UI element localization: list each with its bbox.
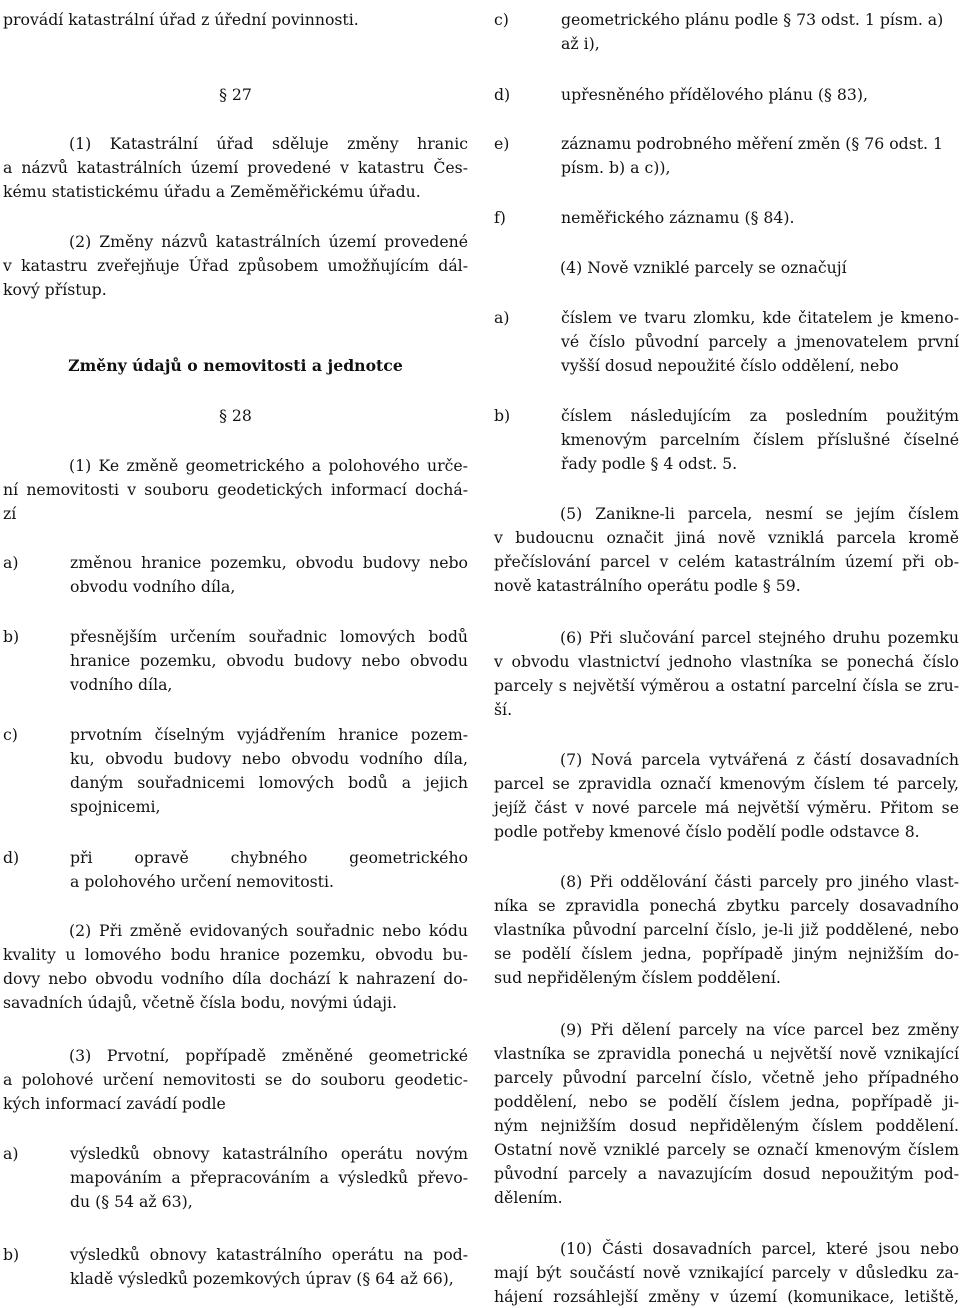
right-text-line: neměřického záznamu (§ 84). — [561, 208, 795, 227]
left-text-line: (2) Změny názvů katastrálních území provedené — [69, 232, 468, 251]
right-text-line: záznamu podrobného měření změn (§ 76 odst. 1 — [561, 134, 943, 153]
left-text-line: provádí katastrální úřad z úřední povinnosti. — [3, 10, 359, 29]
right-text-line: d) — [494, 85, 511, 104]
left-text-line: změnou hranice pozemku, obvodu budovy nebo — [70, 553, 468, 572]
right-text-line: ší. — [494, 700, 513, 719]
right-text-line: parcely s největší výměrou a ostatní parcelní čísla se zru- — [494, 676, 959, 695]
left-text-line: a) — [3, 1144, 19, 1163]
right-text-line: (7) Nová parcela vytvářená z částí dosavadních — [560, 750, 959, 769]
left-text-line: ku, obvodu budovy nebo obvodu vodního díla, — [70, 749, 468, 768]
right-text-line: číslem ve tvaru zlomku, kde čitatelem je kmeno- — [561, 308, 959, 327]
left-text-line: kladě výsledků pozemkových úprav (§ 64 až 66), — [70, 1269, 454, 1288]
left-text-line: § 28 — [219, 406, 252, 425]
left-text-line: mapováním a přepracováním a výsledků převo- — [70, 1168, 468, 1187]
right-text-line: (10) Části dosavadních parcel, které jsou nebo — [560, 1239, 959, 1258]
left-text-line: (3) Prvotní, popřípadě změněné geometrické — [69, 1046, 468, 1065]
right-text-line: mají být součástí nově vznikající parcely v důsledku za- — [494, 1263, 959, 1282]
right-text-line: (9) Při dělení parcely na více parcel bez změny — [560, 1020, 959, 1039]
right-text-line: c) — [494, 10, 509, 29]
left-text-line: obvodu vodního díla, — [70, 577, 236, 596]
right-text-line: číslem následujícím za posledním použitým — [561, 406, 959, 425]
right-text-line: v budoucnu označit jiná nově vzniklá parcela kromě — [494, 528, 959, 547]
right-text-line: se podělí číslem jedna, popřípadě jiným nejnižším do- — [494, 944, 959, 963]
right-text-line: sud nepřiděleným číslem poddělení. — [494, 968, 781, 987]
left-text-line: ní nemovitosti v souboru geodetických informací dochá- — [3, 480, 468, 499]
left-text-line: Změny údajů o nemovitosti a jednotce — [68, 356, 403, 375]
left-text-line: kých informací zavádí podle — [3, 1094, 226, 1113]
right-text-line: níka se zpravidla ponechá zbytku parcely dosavadního — [494, 896, 959, 915]
left-text-line: výsledků obnovy katastrálního operátu novým — [70, 1144, 468, 1163]
left-text-line: kému statistickému úřadu a Zeměměřickému úřadu. — [3, 182, 421, 201]
left-text-line: kvality u lomového bodu hranice pozemku, obvodu bu- — [3, 945, 468, 964]
left-text-line: c) — [3, 725, 18, 744]
right-text-line: podle potřeby kmenové číslo podělí podle odstavce 8. — [494, 822, 920, 841]
right-text-line: f) — [494, 208, 506, 227]
right-text-line: geometrického plánu podle § 73 odst. 1 písm. a) — [561, 10, 944, 29]
right-text-line: přečíslování parcel v celém katastrálním území při ob- — [494, 552, 959, 571]
left-text-line: při opravě chybného geometrického — [70, 848, 468, 867]
left-text-line: vodního díla, — [70, 675, 173, 694]
right-text-line: poddělení, nebo se podělí číslem jedna, popřípadě ji- — [494, 1092, 959, 1111]
left-text-line: v katastru zveřejňuje Úřad způsobem umožňujícím dál- — [3, 256, 468, 275]
left-text-line: a polohové určení nemovitosti se do souboru geodetic- — [3, 1070, 468, 1089]
left-text-line: b) — [3, 627, 20, 646]
left-text-line: a) — [3, 553, 19, 572]
left-text-line: d) — [3, 848, 20, 867]
right-text-line: až i), — [561, 34, 600, 53]
left-text-line: (2) Při změně evidovaných souřadnic nebo kódu — [69, 921, 468, 940]
right-text-line: písm. b) a c)), — [561, 158, 671, 177]
right-text-line: parcel se zpravidla označí kmenovým číslem té parcely, — [494, 774, 959, 793]
left-text-line: zí — [3, 504, 17, 523]
left-text-line: přesnějším určením souřadnic lomových bodů — [70, 627, 468, 646]
right-text-line: (4) Nově vzniklé parcely se označují — [560, 258, 847, 277]
right-text-line: nově katastrálního operátu podle § 59. — [494, 576, 801, 595]
right-text-line: dělením. — [494, 1188, 563, 1207]
left-text-line: dovy nebo obvodu vodního díla dochází k nahrazení do- — [3, 969, 468, 988]
left-text-line: savadních údajů, včetně čísla bodu, novými údaji. — [3, 993, 398, 1012]
right-text-line: parcely původní parcelní číslo, včetně jeho případného — [494, 1068, 959, 1087]
left-text-line: b) — [3, 1245, 20, 1264]
right-text-line: ným nejnižším dosud nepřiděleným číslem poddělení. — [494, 1116, 959, 1135]
left-text-line: kový přístup. — [3, 280, 107, 299]
right-text-line: b) — [494, 406, 511, 425]
right-text-line: a) — [494, 308, 510, 327]
left-text-line: a polohového určení nemovitosti. — [70, 872, 334, 891]
right-text-line: upřesněného přídělového plánu (§ 83), — [561, 85, 868, 104]
right-text-line: vyšší dosud nepoužité číslo oddělení, nebo — [561, 356, 899, 375]
right-text-line: Ostatní nově vzniklé parcely se označí kmenovým číslem — [494, 1140, 959, 1159]
left-text-line: spojnicemi, — [70, 797, 161, 816]
right-text-line: vlastníka se zpravidla ponechá u největší nově vznikající — [494, 1044, 959, 1063]
right-text-line: řady podle § 4 odst. 5. — [561, 454, 738, 473]
right-text-line: původní parcely a navazujícím dosud nepoužitým pod- — [494, 1164, 959, 1183]
right-text-line: (8) Při oddělování části parcely pro jiného vlast- — [560, 872, 959, 891]
left-text-line: (1) Katastrální úřad sděluje změny hranic — [69, 134, 468, 153]
left-text-line: prvotním číselným vyjádřením hranice pozem- — [70, 725, 468, 744]
left-text-line: daným souřadnicemi lomových bodů a jejich — [70, 773, 468, 792]
left-text-line: § 27 — [219, 85, 252, 104]
left-text-line: du (§ 54 až 63), — [70, 1192, 193, 1211]
right-text-line: hájení rozsáhlejší změny v území (komunikace, letiště, — [494, 1287, 959, 1306]
left-text-line: výsledků obnovy katastrálního operátu na pod- — [70, 1245, 468, 1264]
right-text-line: (5) Zanikne-li parcela, nesmí se jejím číslem — [560, 504, 959, 523]
left-text-line: a názvů katastrálních území provedené v katastru Čes- — [3, 158, 468, 177]
right-text-line: vlastníka původní parcelní číslo, je-li již poddělené, nebo — [494, 920, 959, 939]
right-text-line: (6) Při slučování parcel stejného druhu pozemku — [560, 628, 959, 647]
right-text-line: e) — [494, 134, 510, 153]
right-text-line: vé číslo původní parcely a jmenovatelem první — [561, 332, 959, 351]
left-text-line: (1) Ke změně geometrického a polohového urče- — [69, 456, 468, 475]
right-text-line: jejíž část v nové parcele má největší výměru. Přitom se — [494, 798, 959, 817]
left-text-line: hranice pozemku, obvodu budovy nebo obvodu — [70, 651, 468, 670]
right-text-line: v obvodu vlastnictví jednoho vlastníka se ponechá číslo — [494, 652, 959, 671]
right-text-line: kmenovým parcelním číslem příslušné číselné — [561, 430, 959, 449]
